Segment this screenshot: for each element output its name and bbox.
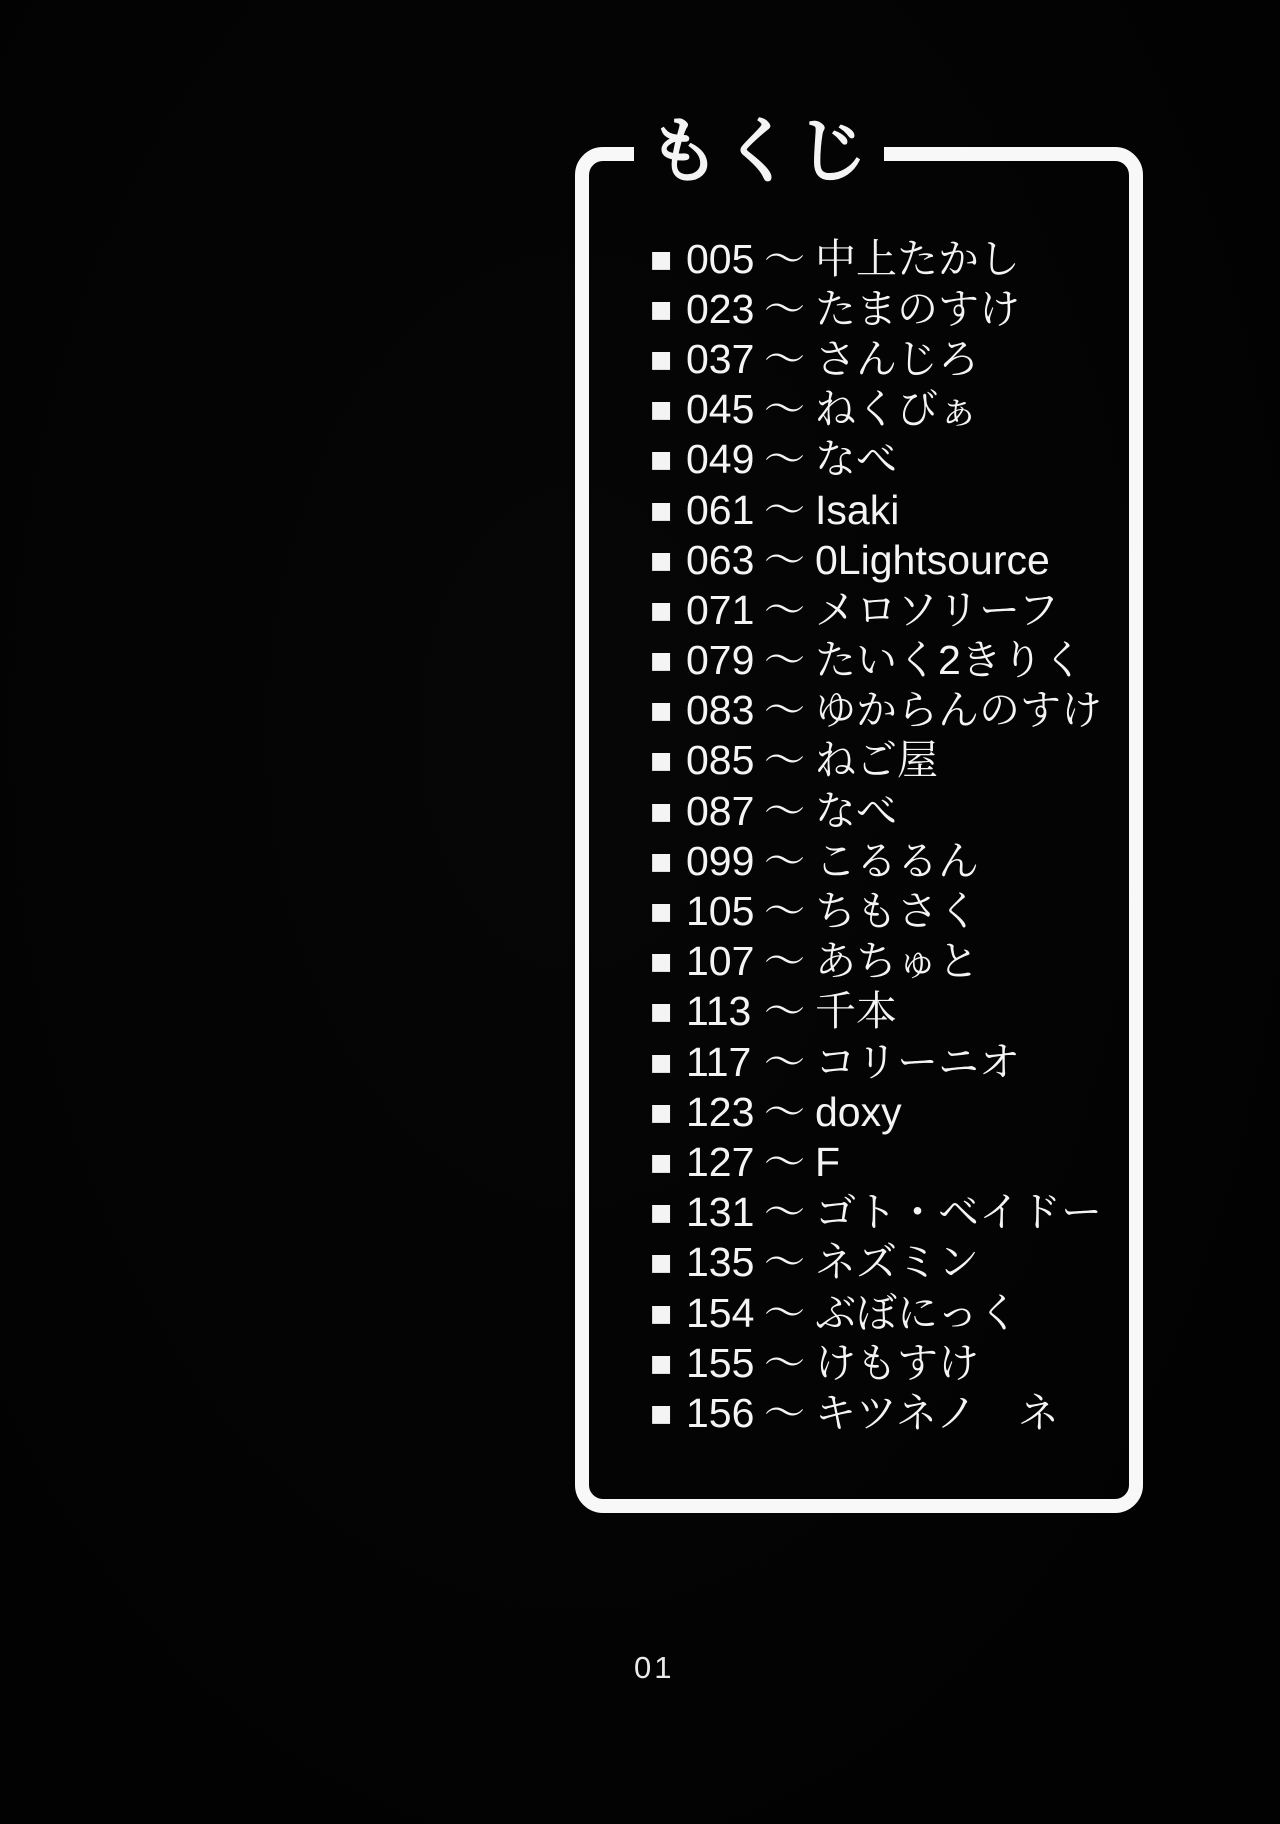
entry-page-number: 061 <box>686 486 755 533</box>
entry-author-name: キツネノ ネ <box>815 1389 1059 1436</box>
entry-tilde: ～ <box>764 1289 805 1336</box>
toc-entry-row <box>650 334 1120 384</box>
toc-entry-row <box>650 385 1120 435</box>
toc-entry-row <box>650 836 1120 886</box>
entry-tilde: ～ <box>764 1189 805 1236</box>
page-number: 01 <box>634 1650 675 1685</box>
bullet-square-icon: ■ <box>650 338 673 380</box>
bullet-square-icon: ■ <box>650 288 673 330</box>
entry-page-number: 155 <box>686 1339 755 1386</box>
toc-entry-row <box>650 535 1120 585</box>
entry-tilde: ～ <box>764 1038 805 1085</box>
entry-author-name: なべ <box>815 787 897 834</box>
entry-author-name: ぶぼにっく <box>815 1289 1020 1336</box>
entry-page-number: 083 <box>686 687 755 734</box>
bullet-square-icon: ■ <box>650 640 673 682</box>
entry-page-number: 071 <box>686 586 755 633</box>
bullet-square-icon: ■ <box>650 991 673 1033</box>
entry-author-name: けもすけ <box>815 1339 979 1386</box>
entry-author-name: たまのすけ <box>815 285 1020 332</box>
entry-tilde: ～ <box>764 235 805 282</box>
entry-page-number: 099 <box>686 837 755 884</box>
entry-page-number: 113 <box>686 988 752 1035</box>
bullet-square-icon: ■ <box>650 1292 673 1334</box>
toc-entry-row <box>650 1338 1120 1388</box>
bullet-square-icon: ■ <box>650 790 673 832</box>
entry-page-number: 049 <box>686 436 755 483</box>
entry-page-number: 037 <box>686 335 755 382</box>
entry-page-number: 131 <box>686 1189 755 1236</box>
entry-page-number: 117 <box>686 1038 752 1085</box>
entry-author-name: メロソリーフ <box>815 586 1059 633</box>
toc-entry-row <box>650 886 1120 936</box>
bullet-square-icon: ■ <box>650 1091 673 1133</box>
entry-author-name: なべ <box>815 436 897 483</box>
toc-entry-row <box>650 1288 1120 1338</box>
entry-author-name: 0Lightsource <box>815 536 1050 583</box>
bullet-square-icon: ■ <box>650 1041 673 1083</box>
toc-entry-row <box>650 987 1120 1037</box>
entry-page-number: 135 <box>686 1239 755 1286</box>
entry-tilde: ～ <box>764 486 805 533</box>
bullet-square-icon: ■ <box>650 1192 673 1234</box>
entry-tilde: ～ <box>764 1239 805 1286</box>
entry-author-name: ねくびぁ <box>815 386 979 433</box>
entry-page-number: 127 <box>686 1138 755 1185</box>
entry-author-name: 千本 <box>815 988 897 1035</box>
entry-tilde: ～ <box>764 335 805 382</box>
entry-author-name: コリーニオ <box>815 1038 1020 1085</box>
bullet-square-icon: ■ <box>650 941 673 983</box>
bullet-square-icon: ■ <box>650 589 673 631</box>
toc-entry-row <box>650 1087 1120 1137</box>
toc-entry-row <box>650 736 1120 786</box>
entry-page-number: 023 <box>686 285 755 332</box>
entry-page-number: 063 <box>686 536 755 583</box>
entry-page-number: 005 <box>686 235 755 282</box>
bullet-square-icon: ■ <box>650 238 673 280</box>
entry-author-name: たいく2きりく <box>815 637 1084 684</box>
bullet-square-icon: ■ <box>650 1141 673 1183</box>
entry-tilde: ～ <box>764 1088 805 1135</box>
entry-author-name: ゆからんのすけ <box>815 687 1102 734</box>
entry-author-name: 中上たかし <box>815 235 1020 282</box>
toc-entry-row <box>650 1137 1120 1187</box>
entry-tilde: ～ <box>764 386 805 433</box>
page-title: もくじ <box>634 104 884 200</box>
entry-author-name: doxy <box>815 1088 902 1135</box>
entry-author-name: ネズミン <box>815 1239 979 1286</box>
entry-page-number: 079 <box>686 637 755 684</box>
entry-author-name: こるるん <box>815 837 979 884</box>
bullet-square-icon: ■ <box>650 690 673 732</box>
entry-tilde: ～ <box>764 837 805 884</box>
bullet-square-icon: ■ <box>650 389 673 431</box>
bullet-square-icon: ■ <box>650 1392 673 1434</box>
entry-tilde: ～ <box>764 586 805 633</box>
bullet-square-icon: ■ <box>650 489 673 531</box>
entry-page-number: 156 <box>686 1389 755 1436</box>
toc-entry-row <box>650 786 1120 836</box>
bullet-square-icon: ■ <box>650 740 673 782</box>
entry-page-number: 085 <box>686 737 755 784</box>
toc-entry-row <box>650 585 1120 635</box>
toc-entry-row <box>650 937 1120 987</box>
entry-page-number: 123 <box>686 1088 755 1135</box>
toc-entry-row <box>650 234 1120 284</box>
toc-entry-row <box>650 1388 1120 1438</box>
entry-tilde: ～ <box>764 787 805 834</box>
toc-entry-row <box>650 435 1120 485</box>
toc-entry-row <box>650 1188 1120 1238</box>
entry-tilde: ～ <box>764 1339 805 1386</box>
entry-tilde: ～ <box>764 1138 805 1185</box>
entry-page-number: 107 <box>686 938 755 985</box>
entry-author-name: ちもさく <box>815 888 979 935</box>
bullet-square-icon: ■ <box>650 1342 673 1384</box>
entry-author-name: F <box>815 1138 841 1185</box>
toc-list <box>650 234 1120 1439</box>
entry-author-name: あちゅと <box>815 938 979 985</box>
bullet-square-icon: ■ <box>650 539 673 581</box>
entry-tilde: ～ <box>764 737 805 784</box>
entry-tilde: ～ <box>764 436 805 483</box>
toc-entry-row <box>650 485 1120 535</box>
entry-tilde: ～ <box>764 687 805 734</box>
entry-tilde: ～ <box>764 536 805 583</box>
toc-entry-row <box>650 284 1120 334</box>
bullet-square-icon: ■ <box>650 840 673 882</box>
bullet-square-icon: ■ <box>650 1242 673 1284</box>
entry-author-name: ねご屋 <box>815 737 938 784</box>
bullet-square-icon: ■ <box>650 439 673 481</box>
bullet-square-icon: ■ <box>650 891 673 933</box>
entry-tilde: ～ <box>764 888 805 935</box>
entry-page-number: 154 <box>686 1289 755 1336</box>
entry-tilde: ～ <box>764 938 805 985</box>
toc-entry-row <box>650 1037 1120 1087</box>
entry-tilde: ～ <box>764 988 805 1035</box>
entry-author-name: さんじろ <box>815 335 979 382</box>
entry-tilde: ～ <box>764 1389 805 1436</box>
entry-page-number: 105 <box>686 888 755 935</box>
entry-author-name: ゴト・ベイドー <box>815 1189 1102 1236</box>
entry-page-number: 087 <box>686 787 755 834</box>
toc-entry-row <box>650 636 1120 686</box>
toc-entry-row <box>650 686 1120 736</box>
entry-author-name: Isaki <box>815 486 900 533</box>
entry-page-number: 045 <box>686 386 755 433</box>
entry-tilde: ～ <box>764 285 805 332</box>
entry-tilde: ～ <box>764 637 805 684</box>
toc-entry-row <box>650 1238 1120 1288</box>
